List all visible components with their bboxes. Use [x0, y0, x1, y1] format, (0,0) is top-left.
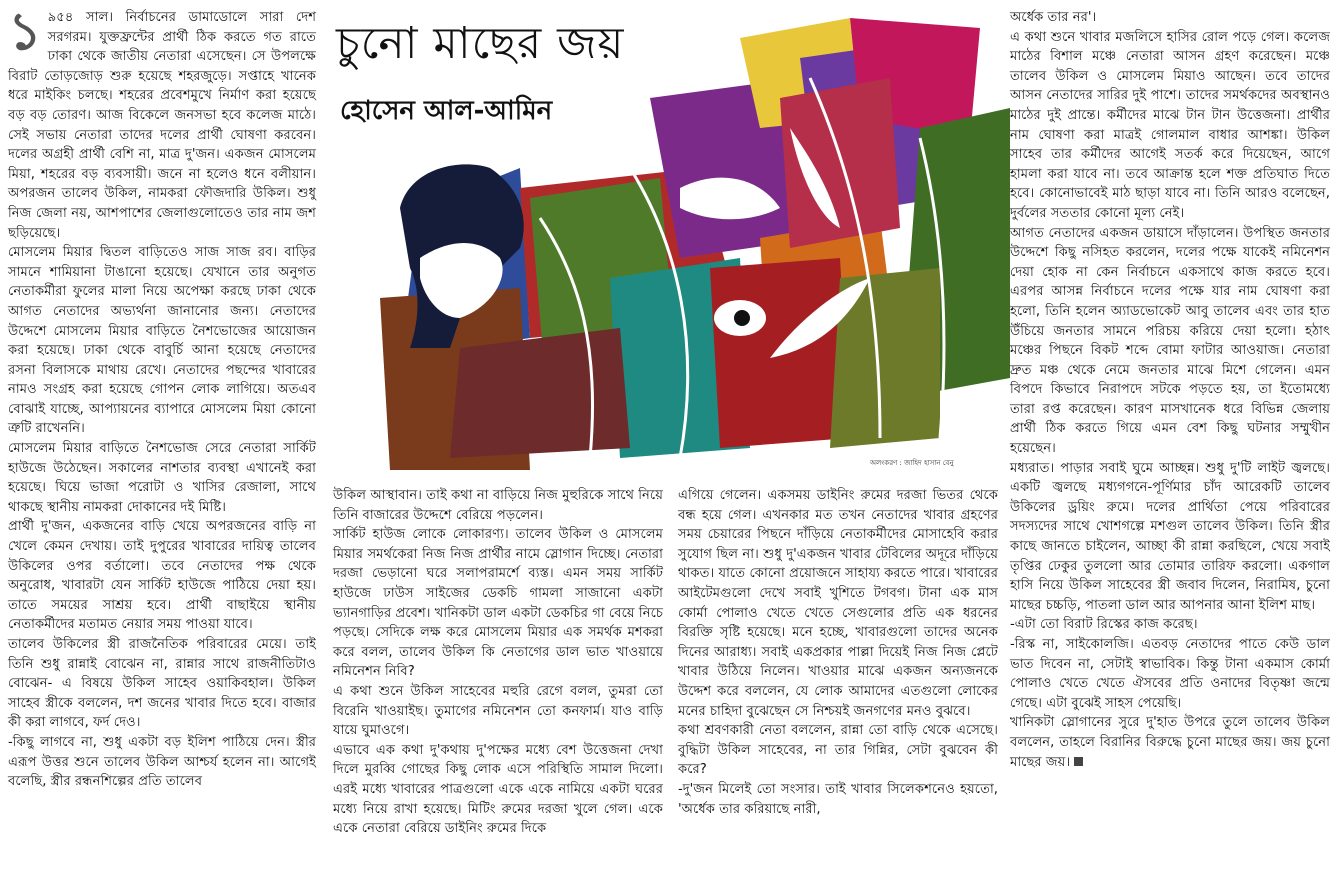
illustration [380, 18, 1010, 470]
article-column-2 [333, 486, 663, 839]
paragraph: এ কথা শুনে খাবার মজলিসে হাসির রোল পড়ে গেল। কলেজ মাঠের বিশাল মঞ্চে নেতারা আসন গ্রহণ করেছেন। মঞ্চে তালেব উকিল ও মোসলেম মিয়াও আছেন। তবে তাদের আসন নেতাদের সারির দুই পাশে। তাদের সমর্থকদের অবস্থানও মাঠের দুই প্রান্তে। কর্মীদের মাঝে টান টান উত্তেজনা। প্রার্থীর নাম ঘোষণা করা মাত্রই গোলমাল বাধার আশঙ্কা। উকিল সাহেব তার কর্মীদের আগেই সতর্ক করে দিয়েছেন, আগে হামলা করা যাবে না। তবে আক্রান্ত হলে শক্ত প্রতিঘাত দিতে হবে। কোনোভাবেই মাঠ ছাড়া যাবে না। তিনি আরও বলেছেন, দুর্বলের সততার কোনো মূল্য নেই। [1010, 29, 1330, 221]
paragraph: -দু'জন মিলেই তো সংসার। তাই খাবার সিলেকশনেও হয়তো, 'অর্ধেক তার করিয়াছে নারী, [678, 781, 998, 817]
paragraph: মোসলেম মিয়ার দ্বিতল বাড়িতেও সাজ সাজ রব। বাড়ির সামনে শামিয়ানা টাঙানো হয়েছে। যেখানে তার অনুগত নেতাকর্মীরা ফুলের মালা নিয়ে অপেক্ষা করছে ঢাকা থেকে আগত নেতাদের অভ্যর্থনা জানানোর জন্য। নেতাদের উদ্দেশে মোসলেম মিয়ার বাড়িতে নৈশভোজের আয়োজন করা হয়েছে। ঢাকা থেকে বাবুর্চি আনা হয়েছে নেতাদের রসনা বিলাসকে মাথায় রেখে। নেতাদের পছন্দের খাবারের নামও সংগ্রহ করা হয়েছে গোপন লোক লাগিয়ে। অতএব বোঝাই যাচ্ছে, আপ্যায়নের ব্যাপারে মোসলেম মিয়া কোনো ত্রুটি রাখেননি। [8, 245, 316, 437]
paragraph: তালেব উকিলের স্ত্রী রাজনৈতিক পরিবারের মেয়ে। তাই তিনি শুধু রান্নাই বোঝেন না, রান্নার সাথে রাজনীতিটাও বোঝেন- এ বিষয়ে উকিল সাহেব ওয়াকিবহাল। উকিল সাহেব স্ত্রীকে বললেন, দশ জনের খাবার দিতে হবে। বাজার কী করা লাগবে, ফর্দ দেও। [8, 637, 316, 731]
paragraph: প্রার্থী দু'জন, একজনের বাড়ি খেয়ে অপরজনের বাড়ি না খেলে কেমন দেখায়। তাই দুপুরের খাবারের দায়িত্ব তালেব উকিলের ওপর বর্তালো। তবে নেতাদের পক্ষ থেকে অনুরোধ, খাবারটা যেন সার্কিট হাউজে পাঠিয়ে দেয়া হয়। তাতে সময়ের সাশ্রয় হবে। প্রার্থী বাছাইয়ে স্থানীয় নেতাকর্মীদের মতামত নেয়ার সময় পাওয়া যাবে। [8, 519, 316, 633]
paragraph: অর্ধেক তার নর'। [1010, 10, 1097, 25]
article-title: চুনো মাছের জয় [336, 18, 625, 69]
article-author: হোসেন আল-আমিন [340, 96, 553, 126]
end-mark-icon [1074, 757, 1083, 766]
paragraph: আগত নেতাদের একজন ডায়াসে দাঁড়ালেন। উপস্থিত জনতার উদ্দেশে কিছু নসিহত করলেন, দলের পক্ষে যাকেই নমিনেশন দেয়া হোক না কেন নির্বাচনে একসাথে কাজ করতে হবে। এরপর আসন্ন নির্বাচনে দলের পক্ষে যার নাম ঘোষণা করা হলো, তিনি হলেন অ্যাডভোকেট আবু তালেব এবং তার হাত উঁচিয়ে জনতার সামনে পরিচয় করিয়ে দেয়া হলো। হঠাৎ মঞ্চের পিছনে বিকট শব্দে বোমা ফাটার আওয়াজ। নেতারা দ্রুত মঞ্চ থেকে নেমে জনতার মাঝে মিশে গেলেন। এমন বিপদে কিভাবে নিরাপদে সটকে পড়তে হয়, তা ইতোমধ্যে তারা রপ্ত করেছেন। কারণ মাসখানেক ধরে বিভিন্ন জেলায় প্রার্থী ঠিক করতে গিয়ে এমন বেশ কিছু ঘটনার সম্মুখীন হয়েছেন। [1010, 225, 1330, 457]
paragraph-final [1010, 713, 1330, 772]
article-column-1 [8, 1, 316, 792]
paragraph-final-text: খানিকটা স্লোগানের সুরে দু'হাত উপরে তুলে তালেব উকিল বললেন, তাহলে বিরানির বিরুদ্ধে চুনো মাছের জয়। জয় চুনো মাছের জয়। [1010, 715, 1330, 770]
paragraph: -কিছু লাগবে না, শুধু একটা বড় ইলিশ পাঠিয়ে দেন। স্ত্রীর এরূপ উত্তর শুনে তালেব উকিল আশ্চর্য হলেন না। আগেই বলেছি, স্ত্রীর রন্ধনশিল্পের প্রতি তালেব [8, 734, 316, 790]
paragraph: এভাবে এক কথা দু'কথায় দু'পক্ষের মধ্যে বেশ উত্তেজনা দেখা দিলে মুরব্বি গোছের কিছু লোক এসে পরিস্থিতি সামাল দিলো। এরই মধ্যে খাবারের পাত্রগুলো একে একে নামিয়ে একটা ঘরের মধ্যে নিয়ে রাখা হয়েছে। মিটিং রুমের দরজা খুলে গেল। একে একে নেতারা বেরিয়ে ডাইনিং রুমের দিকে [333, 742, 663, 837]
paragraph: ৯৫৪ সাল। নির্বাচনের ডামাডোলে সারা দেশ সরগরম। যুক্তফ্রন্টের প্রার্থী ঠিক করতে গত রাতে ঢাকা থেকে জাতীয় নেতারা এসেছেন। সে উপলক্ষে বিরাট তোড়জোড় শুরু হয়েছে শহরজুড়ে। সপ্তাহে খানেক ধরে মাইকিং চলছে। শহরের প্রবেশমুখে নির্মাণ করা হয়েছে বড় বড় তোরণ। আজ বিকেলে জনসভা হবে কলেজ মাঠে। সেই সভায় নেতারা তাদের দলের প্রার্থী ঘোষণা করবেন। দলের অগ্রহী প্রার্থী বেশি না, মাত্র দু'জন। একজন মোসলেম মিয়া, শহরের বড় ব্যবসায়ী। জনে না হলেও ধনে বলীয়ান। অপরজন তালেব উকিল, নামকরা ফৌজদারি উকিল। শুধু নিজ জেলা নয়, আশপাশের জেলাগুলোতেও তার নাম জশ ছড়িয়েছে। [8, 10, 316, 241]
paragraph: মোসলেম মিয়ার বাড়িতে নৈশভোজ সেরে নেতারা সার্কিট হাউজে উঠেছেন। সকালের নাশতার ব্যবস্থা এখানেই করা হয়েছে। ঘিয়ে ভাজা পরোটা ও খাসির রেজালা, সাথে থাকছে স্থানীয় নামকরা দোকানের দই মিষ্টি। [8, 441, 316, 515]
dropcap: ১ [8, 1, 42, 62]
paragraph: -রিস্ক না, সাইকোলজি। এতবড় নেতাদের পাতে কেউ ডাল ভাত দিবেন না, সেটাই স্বাভাবিক। কিন্তু টানা একমাস কোর্মা পোলাও খেতে খেতে ঐসবের প্রতি ওনাদের বিতৃষ্ণা জন্মে গেছে। এটা বুঝেই সাহস পেয়েছি। [1010, 637, 1330, 711]
paragraph: এগিয়ে গেলেন। একসময় ডাইনিং রুমের দরজা ভিতর থেকে বন্ধ হয়ে গেল। এখনকার মত তখন নেতাদের খাবার গ্রহণের সময় চেয়ারের পিছনে দাঁড়িয়ে নেতাকর্মীদের মোসাহেবি করার সুযোগ ছিল না। শুধু দু'একজন খাবার টেবিলের অদূরে দাঁড়িয়ে থাকত। যাতে কোনো প্রয়োজনে সাহায্য করতে পারে। খাবারের আইটেমগুলো দেখে সবাই খুশিতে টগবগ। টানা এক মাস কোর্মা পোলাও খেতে খেতে সেগুলোর প্রতি এক ধরনের বিরক্তি সৃষ্টি হয়েছে। মনে হচ্ছে, খাবারগুলো তাদের অনেক দিনের আরাধ্য। সবাই একপ্রকার পাল্লা দিয়েই নিজ নিজ প্লেটে খাবার উঠিয়ে নিলেন। খাওয়ার মাঝে একজন অন্যজনকে উদ্দেশ করে বললেন, যে লোক আমাদের এতগুলো লোকের মনের চাহিদা বুঝেছেন সে নিশ্চয়ই জনগণের মনও বুঝবে। [678, 488, 998, 719]
art-shard-crimson [780, 78, 900, 248]
paragraph: কথা শ্রবণকারী নেতা বললেন, রান্না তো বাড়ি থেকে এসেছে। বুদ্ধিটা উকিল সাহেবের, না তার গিন্নির, সেটা বুঝবেন কী করে? [678, 723, 998, 778]
art-eye-pupil [734, 310, 750, 326]
paragraph: এ কথা শুনে উকিল সাহেবের মহুরি রেগে বলল, তুমরা তো বিরেনি খাওয়াইছ। তুমাগের নমিনেশন তো কনফার্ম। যাও বাড়ি যায়ে ঘুমাওগে। [333, 683, 663, 739]
paragraph: সার্কিট হাউজ লোকে লোকারণ্য। তালেব উকিল ও মোসলেম মিয়ার সমর্থকেরা নিজ নিজ প্রার্থীর নামে স্লোগান দিচ্ছে। নেতারা দরজা ভেড়ানো ঘরে সলাপরামর্শে ব্যস্ত। এমন সময় সার্কিট হাউজে ঢাউস সাইজের ডেকচি গামলা সাজানো একটা ভ্যানগাড়ির প্রবেশ। খানিকটা ডাল একটা ডেকচির গা বেয়ে নিচে পড়ছে। সেদিকে লক্ষ করে মোসলেম মিয়ার এক সমর্থক মশকরা করে বলল, তালেব উকিল কি নেতাগের ডাল ভাত খাওয়ায়ে নমিনেশন নিবি? [333, 527, 663, 680]
art-shard-maroon [450, 328, 630, 458]
article-column-3 [678, 486, 998, 819]
article-column-4 [1010, 8, 1330, 772]
illustration-credit: অলংকরণ : জাহিদ হাসান বেনু [870, 459, 954, 467]
paragraph: উকিল আস্থাবান। তাই কথা না বাড়িয়ে নিজ মুহুরিকে সাথে নিয়ে তিনি বাজারের উদ্দেশে বেরিয়ে পড়লেন। [333, 488, 663, 523]
paragraph: মধ্যরাত। পাড়ার সবাই ঘুমে আচ্ছন্ন। শুধু দু'টি লাইট জ্বলছে। একটি জ্বলছে মধ্যগগনে-পূর্ণিমার চাঁদ আরেকটি তালেব উকিলের ড্রয়িং রুমে। দলের প্রার্থিতা পেয়ে পরিবারের সদস্যদের সাথে খোশগল্পে মশগুল তালেব উকিল। তিনি স্ত্রীর কাছে জানতে চাইলেন, আচ্ছা কী রান্না করছিলে, খেয়ে সবাই তৃপ্তির ঢেকুর তুললো আর তোমার তারিফ করলো। একগাল হাসি নিয়ে উকিল সাহেবের স্ত্রী জবাব দিলেন, নিরামিষ, চুনো মাছের চচ্চড়ি, পাতলা ডাল আর আপনার আনা ইলিশ মাছ। [1010, 460, 1330, 613]
paragraph: -এটা তো বিরাট রিস্কের কাজ করেছ। [1010, 617, 1198, 633]
